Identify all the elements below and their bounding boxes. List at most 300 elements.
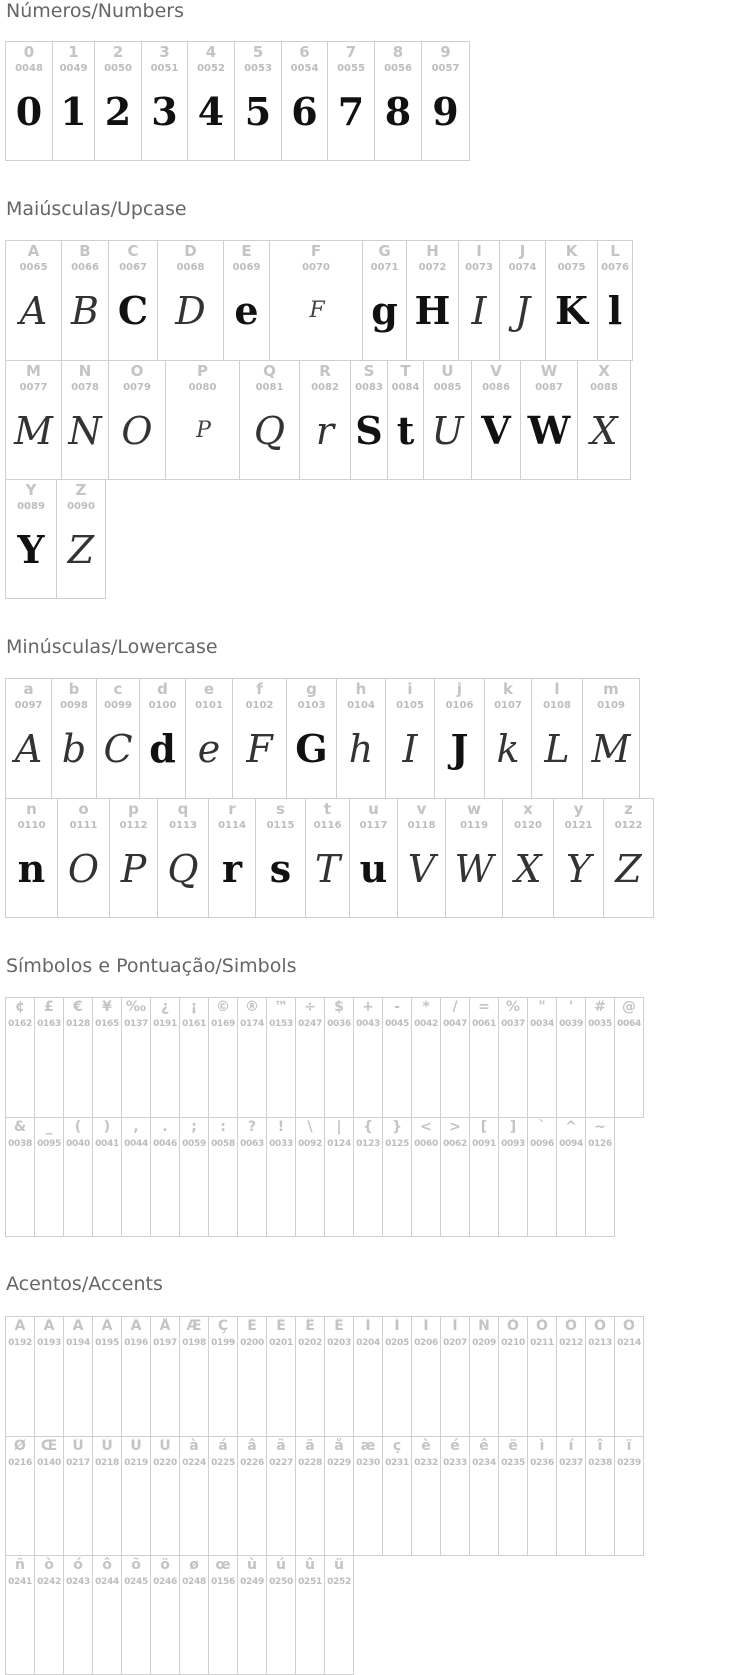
- glyph-character-label: ,: [133, 1119, 139, 1135]
- glyph-code-label: 0062: [443, 1139, 467, 1149]
- glyph-character-label: 8: [392, 44, 404, 61]
- glyph-character-label: â: [247, 1438, 257, 1454]
- glyph-code-label: 0047: [443, 1019, 467, 1029]
- glyph-code-label: 0247: [298, 1019, 322, 1029]
- glyph-character-label: %: [505, 999, 521, 1015]
- glyph-cell-accents: [208, 1436, 238, 1556]
- glyph-code-label: 0035: [588, 1019, 612, 1029]
- glyph-character-label: ÷: [304, 999, 316, 1015]
- glyph-code-label: 0244: [95, 1577, 119, 1587]
- glyph-cell-accents: [34, 1436, 64, 1556]
- glyph-code-label: 0225: [211, 1458, 235, 1468]
- glyph-cell-accents: [585, 1436, 615, 1556]
- section-title-symbols: Símbolos e Pontuação/Simbols: [6, 955, 297, 977]
- glyph-code-label: 0095: [37, 1139, 61, 1149]
- glyph-code-label: 0205: [385, 1338, 409, 1348]
- glyph-cell-accents: [5, 1555, 35, 1675]
- glyph-character-label: >: [449, 1119, 461, 1135]
- glyph-cell-lower: [286, 678, 337, 799]
- glyph-character-label: Û: [130, 1438, 142, 1454]
- glyph-code-label: 0038: [8, 1139, 32, 1149]
- glyph-cell-accents: [382, 1316, 412, 1437]
- glyph-code-label: 0245: [124, 1577, 148, 1587]
- glyph-code-label: 0163: [37, 1019, 61, 1029]
- glyph-character-label: ó: [73, 1557, 83, 1573]
- glyph-character-label: a: [23, 681, 34, 698]
- glyph-code-label: 0091: [472, 1139, 496, 1149]
- glyph-cell-lower: [185, 678, 233, 799]
- glyph-code-label: 0249: [240, 1577, 264, 1587]
- glyph-cell-lower: [484, 678, 532, 799]
- glyph-character-label: m: [603, 681, 619, 698]
- glyph-cell-symbols: [382, 1117, 412, 1237]
- glyph-cell-lower: [582, 678, 640, 799]
- glyph-character-label: e: [203, 681, 215, 698]
- glyph-cell-upper: [165, 360, 240, 480]
- glyph-character-label: s: [276, 801, 285, 818]
- glyph-code-label: 0122: [614, 820, 643, 831]
- glyph-sample: F: [309, 298, 323, 323]
- glyph-cell-lower: [434, 678, 485, 799]
- glyph-code-label: 0210: [501, 1338, 525, 1348]
- glyph-code-label: 0140: [37, 1458, 61, 1468]
- glyph-cell-upper: [362, 240, 407, 361]
- glyph-code-label: 0203: [327, 1338, 351, 1348]
- glyph-character-label: 6: [299, 44, 310, 61]
- glyph-character-label: 4: [205, 44, 217, 61]
- glyph-character-label: ®: [245, 999, 259, 1015]
- glyph-cell-accents: [614, 1316, 644, 1437]
- glyph-sample: J: [450, 726, 469, 771]
- glyph-code-label: 0120: [514, 820, 542, 831]
- glyph-character-label: b: [68, 681, 80, 698]
- glyph-cell-symbols: [121, 1117, 151, 1237]
- glyph-cell-accents: [527, 1436, 557, 1556]
- glyph-sample: g: [371, 288, 398, 333]
- glyph-cell-lower: [349, 798, 398, 918]
- glyph-character-label: c: [113, 681, 123, 698]
- glyph-code-label: 0102: [245, 700, 274, 711]
- glyph-code-label: 0098: [60, 700, 88, 711]
- glyph-cell-lower: [385, 678, 435, 799]
- glyph-cell-lower: [208, 798, 256, 918]
- glyph-cell-accents: [63, 1555, 93, 1675]
- glyph-code-label: 0046: [153, 1139, 177, 1149]
- glyph-cell-accents: [382, 1436, 412, 1556]
- glyph-character-label: Y: [25, 482, 37, 499]
- glyph-code-label: 0077: [19, 382, 48, 393]
- glyph-code-label: 0156: [211, 1577, 235, 1587]
- glyph-code-label: 0124: [327, 1139, 351, 1149]
- glyph-cell-numbers: [52, 41, 95, 161]
- glyph-code-label: 0056: [384, 63, 412, 74]
- glyph-code-label: 0076: [601, 262, 629, 273]
- glyph-code-label: 0108: [543, 700, 571, 711]
- glyph-code-label: 0191: [153, 1019, 177, 1029]
- glyph-character-label: è: [421, 1438, 431, 1454]
- glyph-character-label: ì: [539, 1438, 545, 1454]
- glyph-cell-numbers: [421, 41, 470, 161]
- glyph-code-label: 0096: [530, 1139, 554, 1149]
- glyph-sample: u: [359, 846, 388, 891]
- glyph-cell-lower: [157, 798, 209, 918]
- glyph-code-label: 0086: [482, 382, 510, 393]
- glyph-code-label: 0242: [37, 1577, 61, 1587]
- glyph-cell-symbols: [266, 1117, 296, 1237]
- glyph-code-label: 0033: [269, 1139, 293, 1149]
- glyph-code-label: 0123: [356, 1139, 380, 1149]
- glyph-character-label: E: [241, 243, 252, 260]
- glyph-character-label: k: [503, 681, 513, 698]
- glyph-character-label: `: [538, 1119, 546, 1135]
- glyph-cell-numbers: [234, 41, 282, 161]
- glyph-character-label: ™: [274, 999, 288, 1015]
- glyph-cell-accents: [237, 1555, 267, 1675]
- glyph-character-label: ¿: [160, 999, 170, 1015]
- glyph-cell-accents: [179, 1436, 209, 1556]
- glyph-code-label: 0200: [240, 1338, 264, 1348]
- glyph-code-label: 0252: [327, 1577, 351, 1587]
- glyph-character-label: o: [78, 801, 89, 818]
- glyph-character-label: S: [363, 363, 375, 380]
- glyph-cell-lower: [397, 798, 446, 918]
- glyph-cell-accents: [266, 1316, 296, 1437]
- glyph-code-label: 0207: [443, 1338, 467, 1348]
- glyph-cell-symbols: [556, 1117, 586, 1237]
- glyph-character-label: à: [189, 1438, 199, 1454]
- glyph-code-label: 0115: [266, 820, 295, 831]
- glyph-sample: S: [355, 408, 383, 453]
- glyph-sample: Q: [253, 409, 286, 453]
- glyph-code-label: 0232: [414, 1458, 438, 1468]
- glyph-cell-accents: [150, 1436, 180, 1556]
- glyph-character-label: ù: [247, 1557, 257, 1573]
- glyph-character-label: 3: [159, 44, 170, 61]
- glyph-cell-numbers: [5, 41, 53, 161]
- glyph-sample: K: [554, 288, 589, 333]
- glyph-cell-numbers: [374, 41, 422, 161]
- glyph-cell-upper: [597, 240, 633, 361]
- glyph-cell-symbols: [469, 1117, 499, 1237]
- glyph-character-label: å: [334, 1438, 344, 1454]
- glyph-code-label: 0070: [302, 262, 330, 273]
- glyph-cell-accents: [585, 1316, 615, 1437]
- glyph-code-label: 0058: [211, 1139, 235, 1149]
- glyph-character-label: û: [305, 1557, 315, 1573]
- glyph-cell-symbols: [353, 1117, 383, 1237]
- glyph-character-label: ò: [44, 1557, 54, 1573]
- glyph-cell-lower: [5, 798, 58, 918]
- glyph-sample: 0: [15, 89, 43, 134]
- glyph-character-label: r: [228, 801, 236, 818]
- glyph-sample: O: [67, 847, 100, 891]
- glyph-cell-symbols: [585, 997, 615, 1118]
- glyph-code-label: 0246: [153, 1577, 177, 1587]
- glyph-character-label: p: [128, 801, 139, 818]
- glyph-character-label: ¥: [102, 999, 112, 1015]
- glyph-cell-numbers: [94, 41, 142, 161]
- glyph-character-label: ‰: [125, 999, 147, 1015]
- glyph-character-label: B: [79, 243, 91, 260]
- glyph-cell-accents: [63, 1316, 93, 1437]
- glyph-code-label: 0194: [66, 1338, 90, 1348]
- glyph-character-label: ü: [334, 1557, 344, 1573]
- glyph-code-label: 0216: [8, 1458, 32, 1468]
- glyph-sample: A: [14, 727, 43, 771]
- glyph-cell-symbols: [92, 1117, 122, 1237]
- glyph-cell-symbols: [34, 1117, 64, 1237]
- glyph-character-label: œ: [215, 1557, 231, 1573]
- glyph-character-label: A: [27, 243, 40, 260]
- glyph-cell-lower: [255, 798, 306, 918]
- glyph-sample: D: [175, 289, 206, 333]
- glyph-character-label: ¢: [15, 999, 25, 1015]
- glyph-cell-accents: [411, 1436, 441, 1556]
- glyph-cell-symbols: [498, 1117, 528, 1237]
- glyph-code-label: 0117: [359, 820, 388, 831]
- glyph-character-label: 7: [345, 44, 357, 61]
- glyph-code-label: 0034: [530, 1019, 554, 1029]
- glyph-code-label: 0097: [14, 700, 43, 711]
- glyph-character-label: 2: [112, 44, 124, 61]
- glyph-cell-upper: [108, 360, 166, 480]
- glyph-character-label: &: [13, 1119, 27, 1135]
- glyph-character-label: [: [480, 1119, 488, 1135]
- glyph-sample: P: [196, 418, 209, 443]
- glyph-cell-upper: [299, 360, 351, 480]
- glyph-sample: b: [61, 727, 87, 771]
- glyph-cell-symbols: [266, 997, 296, 1118]
- glyph-code-label: 0048: [15, 63, 43, 74]
- glyph-cell-accents: [92, 1316, 122, 1437]
- glyph-code-label: 0234: [472, 1458, 496, 1468]
- glyph-cell-accents: [324, 1316, 354, 1437]
- glyph-sample: Z: [615, 847, 642, 891]
- glyph-cell-lower: [96, 678, 140, 799]
- glyph-character-label: 1: [68, 44, 79, 61]
- glyph-code-label: 0064: [617, 1019, 641, 1029]
- glyph-character-label: Ã: [101, 1318, 113, 1334]
- glyph-cell-accents: [63, 1436, 93, 1556]
- glyph-character-label: =: [478, 999, 490, 1015]
- glyph-sample: C: [103, 727, 133, 771]
- glyph-sample: 9: [432, 89, 459, 134]
- glyph-cell-upper: [350, 360, 388, 480]
- glyph-code-label: 0074: [508, 262, 537, 273]
- glyph-character-label: Ñ: [478, 1318, 490, 1334]
- glyph-character-label: v: [416, 801, 427, 818]
- glyph-cell-accents: [440, 1316, 470, 1437]
- glyph-character-label: Œ: [40, 1438, 58, 1454]
- glyph-character-label: Ø: [14, 1438, 26, 1454]
- glyph-character-label: R: [319, 363, 331, 380]
- glyph-character-label: Ê: [305, 1318, 315, 1334]
- glyph-code-label: 0052: [197, 63, 225, 74]
- glyph-code-label: 0165: [95, 1019, 119, 1029]
- glyph-character-label: l: [554, 681, 560, 698]
- glyph-code-label: 0228: [298, 1458, 322, 1468]
- glyph-code-label: 0118: [407, 820, 436, 831]
- glyph-code-label: 0072: [418, 262, 447, 273]
- glyph-code-label: 0079: [123, 382, 151, 393]
- glyph-cell-accents: [498, 1316, 528, 1437]
- glyph-character-label: j: [456, 681, 463, 698]
- glyph-cell-symbols: [295, 1117, 325, 1237]
- glyph-cell-accents: [5, 1316, 35, 1437]
- glyph-cell-symbols: [237, 997, 267, 1118]
- glyph-code-label: 0153: [269, 1019, 293, 1029]
- glyph-character-label: !: [277, 1119, 285, 1135]
- glyph-sample: 1: [60, 89, 87, 134]
- glyph-code-label: 0193: [37, 1338, 61, 1348]
- glyph-code-label: 0214: [617, 1338, 641, 1348]
- glyph-cell-symbols: [324, 1117, 354, 1237]
- glyph-cell-accents: [208, 1555, 238, 1675]
- glyph-cell-accents: [121, 1555, 151, 1675]
- glyph-cell-symbols: [237, 1117, 267, 1237]
- glyph-cell-symbols: [324, 997, 354, 1118]
- section-title-lowercase: Minúsculas/Lowercase: [6, 636, 218, 658]
- glyph-code-label: 0057: [431, 63, 460, 74]
- glyph-code-label: 0213: [588, 1338, 612, 1348]
- glyph-character-label: ^: [565, 1119, 577, 1135]
- glyph-character-label: î: [597, 1438, 603, 1454]
- glyph-code-label: 0090: [67, 501, 95, 512]
- glyph-code-label: 0087: [535, 382, 563, 393]
- glyph-sample: V: [407, 847, 436, 891]
- glyph-code-label: 0241: [8, 1577, 32, 1587]
- glyph-code-label: 0106: [445, 700, 474, 711]
- glyph-cell-symbols: [556, 997, 586, 1118]
- glyph-character-label: ©: [216, 999, 230, 1015]
- glyph-sample: C: [117, 288, 149, 333]
- glyph-code-label: 0229: [327, 1458, 351, 1468]
- glyph-cell-symbols: [411, 1117, 441, 1237]
- glyph-code-label: 0201: [269, 1338, 293, 1348]
- glyph-code-label: 0103: [297, 700, 326, 711]
- glyph-character-label: \: [307, 1119, 313, 1135]
- glyph-sample: W: [527, 408, 571, 453]
- glyph-code-label: 0050: [104, 63, 132, 74]
- glyph-code-label: 0192: [8, 1338, 32, 1348]
- glyph-cell-lower: [109, 798, 158, 918]
- glyph-code-label: 0043: [356, 1019, 380, 1029]
- glyph-cell-upper: [61, 360, 109, 480]
- glyph-code-label: 0226: [240, 1458, 264, 1468]
- glyph-cell-accents: [237, 1316, 267, 1437]
- glyph-character-label: ç: [392, 1438, 402, 1454]
- glyph-code-label: 0104: [347, 700, 375, 711]
- glyph-code-label: 0169: [211, 1019, 235, 1029]
- glyph-code-label: 0109: [597, 700, 625, 711]
- glyph-character-label: w: [467, 801, 481, 818]
- glyph-character-label: ?: [247, 1119, 257, 1135]
- glyph-character-label: Q: [263, 363, 276, 380]
- glyph-cell-upper: [5, 360, 62, 480]
- glyph-cell-accents: [121, 1316, 151, 1437]
- glyph-cell-lower: [531, 678, 583, 799]
- glyph-cell-upper: [157, 240, 224, 361]
- glyph-sample: 8: [384, 89, 412, 134]
- glyph-character-label: U: [441, 363, 454, 380]
- glyph-code-label: 0089: [17, 501, 45, 512]
- glyph-cell-symbols: [411, 997, 441, 1118]
- glyph-cell-lower: [232, 678, 287, 799]
- glyph-cell-lower: [139, 678, 186, 799]
- glyph-cell-accents: [150, 1316, 180, 1437]
- glyph-character-label: t: [323, 801, 332, 818]
- glyph-sample: H: [414, 288, 451, 333]
- glyph-cell-upper: [545, 240, 598, 361]
- glyph-character-label: ô: [102, 1557, 112, 1573]
- glyph-cell-accents: [440, 1436, 470, 1556]
- glyph-cell-accents: [150, 1555, 180, 1675]
- glyph-cell-symbols: [5, 997, 35, 1118]
- glyph-character-label: J: [519, 243, 526, 260]
- glyph-cell-symbols: [34, 997, 64, 1118]
- glyph-cell-accents: [295, 1555, 325, 1675]
- glyph-code-label: 0251: [298, 1577, 322, 1587]
- glyph-code-label: 0162: [8, 1019, 32, 1029]
- glyph-character-label: G: [378, 243, 391, 260]
- glyph-cell-upper: [520, 360, 578, 480]
- glyph-character-label: L: [610, 243, 620, 260]
- glyph-cell-accents: [614, 1436, 644, 1556]
- glyph-cell-symbols: [63, 997, 93, 1118]
- glyph-code-label: 0235: [501, 1458, 525, 1468]
- glyph-code-label: 0197: [153, 1338, 177, 1348]
- glyph-character-label: n: [26, 801, 37, 818]
- glyph-code-label: 0066: [71, 262, 99, 273]
- glyph-character-label: æ: [360, 1438, 376, 1454]
- glyph-character-label: (: [74, 1119, 82, 1135]
- glyph-code-label: 0238: [588, 1458, 612, 1468]
- glyph-code-label: 0243: [66, 1577, 90, 1587]
- glyph-cell-upper: [239, 360, 300, 480]
- glyph-character-label: ã: [276, 1438, 286, 1454]
- glyph-cell-symbols: [179, 997, 209, 1118]
- glyph-code-label: 0128: [66, 1019, 90, 1029]
- glyph-character-label: /: [452, 999, 458, 1015]
- glyph-character-label: <: [420, 1119, 432, 1135]
- glyph-sample: 5: [244, 89, 272, 134]
- glyph-cell-lower: [305, 798, 350, 918]
- glyph-code-label: 0250: [269, 1577, 293, 1587]
- glyph-cell-symbols: [295, 997, 325, 1118]
- glyph-code-label: 0101: [195, 700, 223, 711]
- glyph-cell-upper: [108, 240, 158, 361]
- glyph-character-label: ¡: [190, 999, 198, 1015]
- glyph-character-label: Â: [72, 1318, 84, 1334]
- glyph-character-label: Æ: [186, 1318, 202, 1334]
- glyph-code-label: 0236: [530, 1458, 554, 1468]
- glyph-sample: I: [471, 289, 487, 333]
- glyph-sample: s: [269, 846, 292, 891]
- glyph-character-label: Ä: [130, 1318, 142, 1334]
- glyph-character-label: F: [310, 243, 322, 260]
- glyph-character-label: Î: [423, 1318, 429, 1334]
- glyph-cell-symbols: [150, 1117, 180, 1237]
- glyph-cell-symbols: [353, 997, 383, 1118]
- glyph-code-label: 0036: [327, 1019, 351, 1029]
- glyph-code-label: 0067: [119, 262, 147, 273]
- glyph-sample: B: [71, 289, 99, 333]
- glyph-cell-symbols: [440, 997, 470, 1118]
- glyph-cell-upper: [5, 240, 62, 361]
- glyph-code-label: 0081: [255, 382, 284, 393]
- glyph-code-label: 0111: [69, 820, 98, 831]
- glyph-cell-accents: [266, 1436, 296, 1556]
